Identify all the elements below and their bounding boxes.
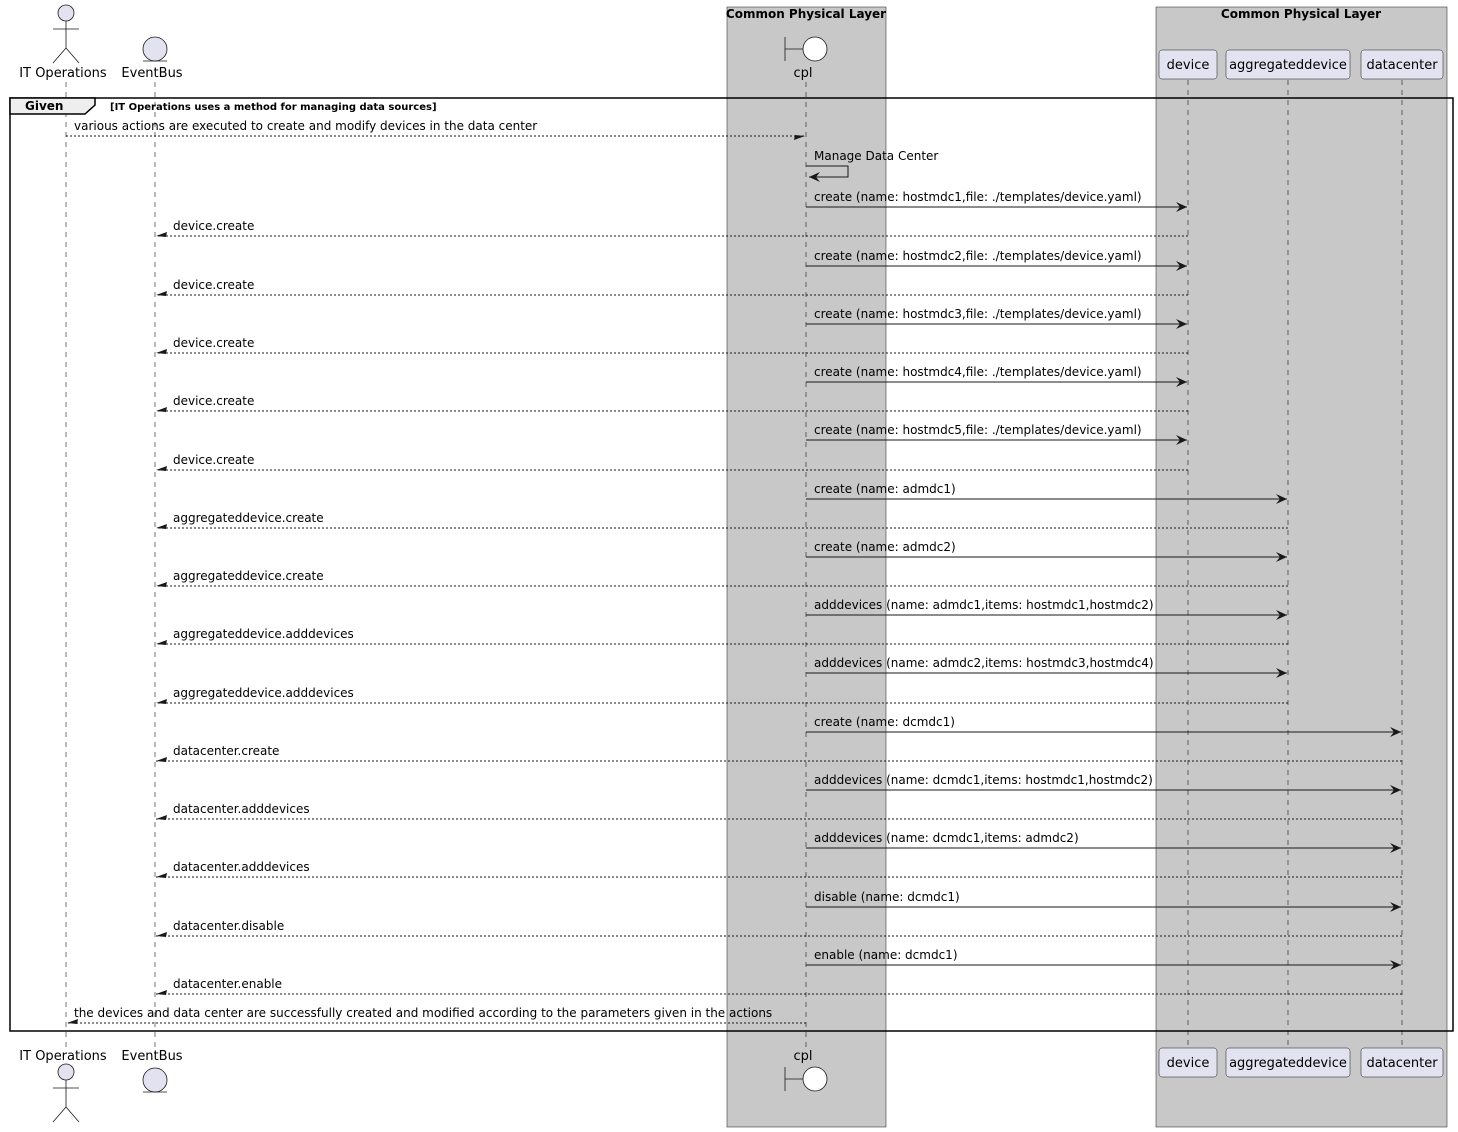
participant-device-top [1159,50,1217,79]
participant-label: IT Operations [19,66,107,81]
participant-itops-bottom [19,1049,107,1122]
participant-label: device [1166,58,1210,73]
message-label: create (name: admdc2) [814,540,956,554]
message-7 [156,336,1188,353]
message-0 [66,119,805,136]
message-label: adddevices (name: admdc2,items: hostmdc3,hostmdc4) [814,656,1154,670]
message-label: datacenter.disable [173,919,285,933]
message-label: adddevices (name: admdc1,items: hostmdc1,hostmdc2) [814,598,1154,612]
participant-label: EventBus [121,1049,183,1064]
participant-label: cpl [793,66,813,81]
participant-eventbus-top [121,37,182,81]
message-label: aggregateddevice.create [173,569,324,583]
message-3 [156,219,1188,236]
message-label: create (name: hostmdc5,file: ./templates/device.yaml) [814,423,1142,437]
message-label: the devices and data center are successfully created and modified according to the parameters given in the actions [74,1006,773,1020]
message-label: create (name: admdc1) [814,482,956,496]
message-19 [156,686,1288,703]
participant-datacenter-top [1361,50,1443,79]
message-label: enable (name: dcmdc1) [814,948,958,962]
message-17 [156,627,1288,644]
participant-eventbus-bottom [121,1049,182,1092]
message-label: datacenter.adddevices [173,802,310,816]
message-label: create (name: hostmdc1,file: ./templates/device.yaml) [814,190,1142,204]
message-5 [156,278,1188,295]
participant-device-bottom [1159,1048,1217,1077]
boundary-icon [803,1067,827,1091]
message-label: aggregateddevice.adddevices [173,686,354,700]
message-label: datacenter.enable [173,977,283,991]
message-30 [67,1006,806,1023]
participant-itops-top [19,5,107,81]
message-label: aggregateddevice.create [173,511,324,525]
message-label: various actions are executed to create and modify devices in the data center [74,119,538,133]
participant-label: cpl [793,1049,813,1064]
actor-icon [58,5,74,21]
message-label: device.create [173,336,255,350]
message-15 [156,569,1288,586]
message-label: datacenter.create [173,744,280,758]
participant-label: device [1166,1056,1210,1071]
group-label: Given [25,99,64,113]
message-label: create (name: dcmdc1) [814,715,955,729]
participant-label: EventBus [121,66,183,81]
group-condition: [IT Operations uses a method for managing data sources] [110,102,437,113]
message-label: device.create [173,219,255,233]
message-label: aggregateddevice.adddevices [173,627,354,641]
actor-icon [58,1064,74,1080]
message-label: create (name: hostmdc4,file: ./templates/device.yaml) [814,365,1142,379]
entity-icon [143,1068,167,1092]
participant-label: aggregateddevice [1229,58,1347,73]
message-label: adddevices (name: dcmdc1,items: hostmdc1,hostmdc2) [814,773,1153,787]
participant-label: aggregateddevice [1229,1056,1347,1071]
message-label: create (name: hostmdc2,file: ./templates/device.yaml) [814,249,1142,263]
box-title-2: Common Physical Layer [1220,7,1382,21]
participant-aggregateddevice-bottom [1226,1048,1350,1077]
message-label: adddevices (name: dcmdc1,items: admdc2) [814,831,1079,845]
participant-label: IT Operations [19,1049,107,1064]
boundary-icon [803,37,827,61]
message-label: device.create [173,453,255,467]
message-label: disable (name: dcmdc1) [814,890,960,904]
participant-label: datacenter [1366,58,1438,73]
participant-label: datacenter [1366,1056,1438,1071]
participant-aggregateddevice-top [1226,50,1350,79]
entity-icon [143,37,167,61]
message-label: device.create [173,278,255,292]
box-title-1: Common Physical Layer [725,7,887,21]
message-11 [156,453,1188,470]
message-label: create (name: hostmdc3,file: ./templates/device.yaml) [814,307,1142,321]
message-9 [156,394,1188,411]
message-label: device.create [173,394,255,408]
box-common-physical-layer-2 [1156,7,1447,1127]
message-label: datacenter.adddevices [173,860,310,874]
message-13 [156,511,1288,528]
message-label: Manage Data Center [814,149,939,163]
participant-datacenter-bottom [1361,1048,1443,1077]
